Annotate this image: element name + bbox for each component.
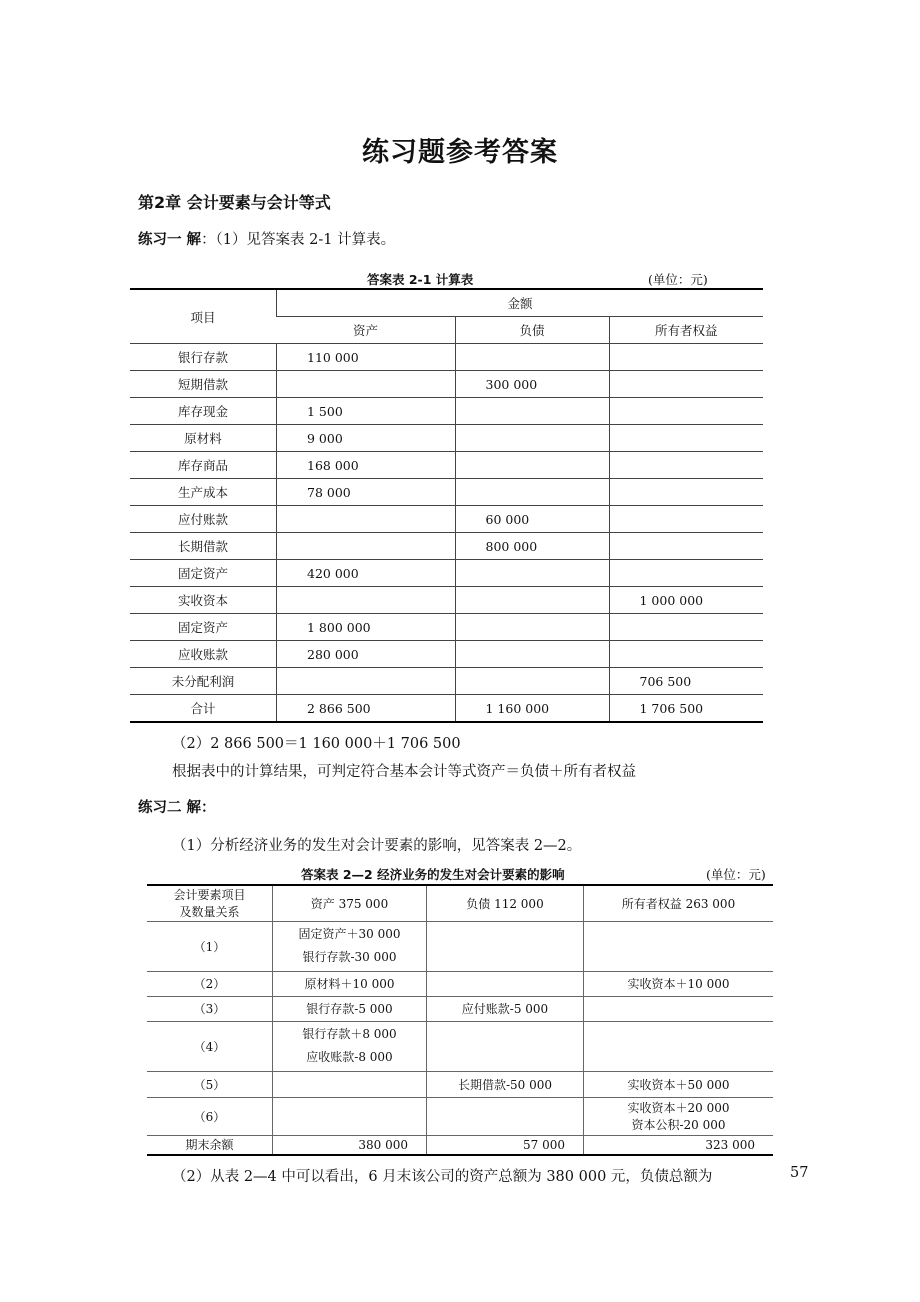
table-row bbox=[130, 587, 763, 614]
amount-cell bbox=[609, 479, 763, 506]
row-label: 未分配利润 bbox=[130, 668, 277, 695]
header-item bbox=[147, 885, 273, 921]
row-label: 银行存款 bbox=[130, 344, 277, 371]
equity-cell bbox=[584, 1097, 774, 1135]
cell-line: 固定资产＋30 000 bbox=[298, 927, 401, 941]
row-label: 库存现金 bbox=[130, 398, 277, 425]
amount-cell bbox=[609, 398, 763, 425]
amount-cell: 706 500 bbox=[609, 668, 763, 695]
table-row bbox=[130, 452, 763, 479]
amount-cell bbox=[277, 587, 456, 614]
equity-cell bbox=[584, 1071, 774, 1097]
table-row bbox=[130, 506, 763, 533]
amount-cell bbox=[277, 668, 456, 695]
table-row bbox=[130, 479, 763, 506]
header-liability: 负债 bbox=[455, 317, 609, 344]
asset-cell bbox=[273, 921, 427, 971]
amount-cell bbox=[609, 344, 763, 371]
table-row bbox=[130, 641, 763, 668]
amount-cell: 1 000 000 bbox=[609, 587, 763, 614]
amount-cell bbox=[277, 371, 456, 398]
row-label: 固定资产 bbox=[130, 614, 277, 641]
header-liability: 负债 112 000 bbox=[427, 885, 584, 921]
liability-cell bbox=[427, 1021, 584, 1071]
header-item-line1: 会计要素项目 bbox=[173, 888, 246, 903]
calculation-table bbox=[130, 288, 763, 723]
amount-cell: 168 000 bbox=[277, 452, 456, 479]
amount-cell bbox=[609, 425, 763, 452]
amount-cell bbox=[455, 425, 609, 452]
amount-cell bbox=[455, 560, 609, 587]
row-number: （1） bbox=[147, 921, 273, 971]
amount-cell: 60 000 bbox=[455, 506, 609, 533]
amount-cell bbox=[455, 452, 609, 479]
amount-cell: 1 800 000 bbox=[277, 614, 456, 641]
cell-line: 原材料＋10 000 bbox=[304, 977, 395, 991]
amount-cell bbox=[609, 560, 763, 587]
total-label: 期末余额 bbox=[147, 1135, 273, 1155]
total-liability: 57 000 bbox=[427, 1135, 584, 1155]
equity-cell bbox=[584, 971, 774, 996]
amount-cell bbox=[455, 614, 609, 641]
amount-cell bbox=[609, 641, 763, 668]
exercise-1-line bbox=[138, 228, 395, 249]
table-row bbox=[130, 614, 763, 641]
row-label: 应收账款 bbox=[130, 641, 277, 668]
conclusion-line: 根据表中的计算结果，可判定符合基本会计等式资产＝负债＋所有者权益 bbox=[172, 764, 636, 780]
table2-header-row bbox=[147, 885, 773, 921]
amount-cell bbox=[455, 479, 609, 506]
asset-cell bbox=[273, 1097, 427, 1135]
amount-cell bbox=[609, 506, 763, 533]
cell-line: 实收资本＋50 000 bbox=[627, 1077, 730, 1092]
asset-cell bbox=[273, 1021, 427, 1071]
liability-cell bbox=[427, 1071, 584, 1097]
exercise-1-label: 练习一 解 bbox=[138, 232, 202, 248]
total-asset: 380 000 bbox=[273, 1135, 427, 1155]
row-number: （5） bbox=[147, 1071, 273, 1097]
equity-cell bbox=[584, 1021, 774, 1071]
cell-line: 实收资本＋20 000 bbox=[627, 1101, 730, 1115]
asset-cell bbox=[273, 971, 427, 996]
table-row bbox=[147, 1071, 773, 1097]
equation-line: （2）2 866 500＝1 160 000＋1 706 500 bbox=[172, 736, 461, 752]
exercise-2-label: 练习二 解： bbox=[138, 800, 216, 816]
row-label: 原材料 bbox=[130, 425, 277, 452]
amount-cell bbox=[609, 371, 763, 398]
header-equity: 所有者权益 bbox=[609, 317, 763, 344]
amount-cell: 1 706 500 bbox=[609, 695, 763, 723]
table1-header-row bbox=[130, 289, 763, 317]
header-asset: 资产 375 000 bbox=[273, 885, 427, 921]
amount-cell: 78 000 bbox=[277, 479, 456, 506]
cell-line: 资本公积-20 000 bbox=[631, 1118, 726, 1132]
header-amount: 金额 bbox=[277, 289, 764, 317]
table1-unit: (单位：元) bbox=[648, 272, 708, 287]
total-row bbox=[147, 1135, 773, 1155]
table-row bbox=[147, 1097, 773, 1135]
liability-cell bbox=[427, 971, 584, 996]
amount-cell: 110 000 bbox=[277, 344, 456, 371]
table2-unit: (单位：元) bbox=[706, 867, 766, 882]
amount-cell: 2 866 500 bbox=[277, 695, 456, 723]
amount-cell bbox=[455, 587, 609, 614]
table-row bbox=[147, 1021, 773, 1071]
row-label: 合计 bbox=[130, 695, 277, 723]
page-title: 练习题参考答案 bbox=[362, 137, 558, 168]
exercise-2-line1: （1）分析经济业务的发生对会计要素的影响，见答案表 2—2。 bbox=[172, 838, 582, 854]
amount-cell bbox=[455, 641, 609, 668]
asset-cell bbox=[273, 996, 427, 1021]
cell-line: 长期借款-50 000 bbox=[457, 1077, 553, 1092]
table-row bbox=[147, 921, 773, 971]
row-label: 实收资本 bbox=[130, 587, 277, 614]
row-label: 应付账款 bbox=[130, 506, 277, 533]
amount-cell bbox=[609, 533, 763, 560]
total-equity: 323 000 bbox=[584, 1135, 774, 1155]
row-number: （3） bbox=[147, 996, 273, 1021]
exercise-2-line2: （2）从表 2—4 中可以看出，6 月末该公司的资产总额为 380 000 元，负债总额为 bbox=[172, 1169, 713, 1185]
header-item: 项目 bbox=[130, 289, 277, 344]
table-row bbox=[147, 971, 773, 996]
page-number: 57 bbox=[790, 1165, 809, 1181]
header-asset: 资产 bbox=[277, 317, 456, 344]
liability-cell bbox=[427, 996, 584, 1021]
liability-cell bbox=[427, 921, 584, 971]
amount-cell bbox=[455, 344, 609, 371]
amount-cell bbox=[277, 506, 456, 533]
row-number: （2） bbox=[147, 971, 273, 996]
cell-line: 银行存款＋8 000 bbox=[302, 1027, 397, 1041]
table-row bbox=[130, 344, 763, 371]
row-label: 库存商品 bbox=[130, 452, 277, 479]
table-row bbox=[130, 668, 763, 695]
table-row bbox=[130, 560, 763, 587]
amount-cell bbox=[455, 398, 609, 425]
cell-line: 应付账款-5 000 bbox=[461, 1002, 549, 1016]
row-number: （4） bbox=[147, 1021, 273, 1071]
row-label: 固定资产 bbox=[130, 560, 277, 587]
table-row bbox=[130, 425, 763, 452]
table-row bbox=[130, 398, 763, 425]
equity-cell bbox=[584, 921, 774, 971]
chapter-heading: 第2章 会计要素与会计等式 bbox=[138, 193, 331, 212]
cell-line: 银行存款-30 000 bbox=[302, 950, 397, 964]
row-number: （6） bbox=[147, 1097, 273, 1135]
amount-cell: 280 000 bbox=[277, 641, 456, 668]
row-label: 生产成本 bbox=[130, 479, 277, 506]
exercise-1-text: ：（1）见答案表 2-1 计算表。 bbox=[201, 232, 396, 248]
table2-caption: 答案表 2—2 经济业务的发生对会计要素的影响 bbox=[301, 867, 565, 882]
header-equity: 所有者权益 263 000 bbox=[584, 885, 774, 921]
amount-cell: 1 160 000 bbox=[455, 695, 609, 723]
liability-cell bbox=[427, 1097, 584, 1135]
amount-cell bbox=[455, 668, 609, 695]
table-row bbox=[130, 695, 763, 723]
amount-cell: 420 000 bbox=[277, 560, 456, 587]
asset-cell bbox=[273, 1071, 427, 1097]
header-item-line2: 及数量关系 bbox=[179, 905, 240, 920]
impact-table bbox=[147, 884, 773, 1156]
table-row bbox=[130, 533, 763, 560]
table-row bbox=[147, 996, 773, 1021]
row-label: 短期借款 bbox=[130, 371, 277, 398]
amount-cell bbox=[609, 614, 763, 641]
cell-line: 应收账款-8 000 bbox=[306, 1050, 393, 1064]
cell-line: 银行存款-5 000 bbox=[306, 1002, 393, 1016]
amount-cell: 300 000 bbox=[455, 371, 609, 398]
cell-line: 实收资本＋10 000 bbox=[627, 977, 730, 991]
equity-cell bbox=[584, 996, 774, 1021]
amount-cell: 1 500 bbox=[277, 398, 456, 425]
row-label: 长期借款 bbox=[130, 533, 277, 560]
table-row bbox=[130, 371, 763, 398]
amount-cell: 800 000 bbox=[455, 533, 609, 560]
amount-cell: 9 000 bbox=[277, 425, 456, 452]
amount-cell bbox=[609, 452, 763, 479]
table1-caption: 答案表 2-1 计算表 bbox=[367, 272, 474, 287]
amount-cell bbox=[277, 533, 456, 560]
